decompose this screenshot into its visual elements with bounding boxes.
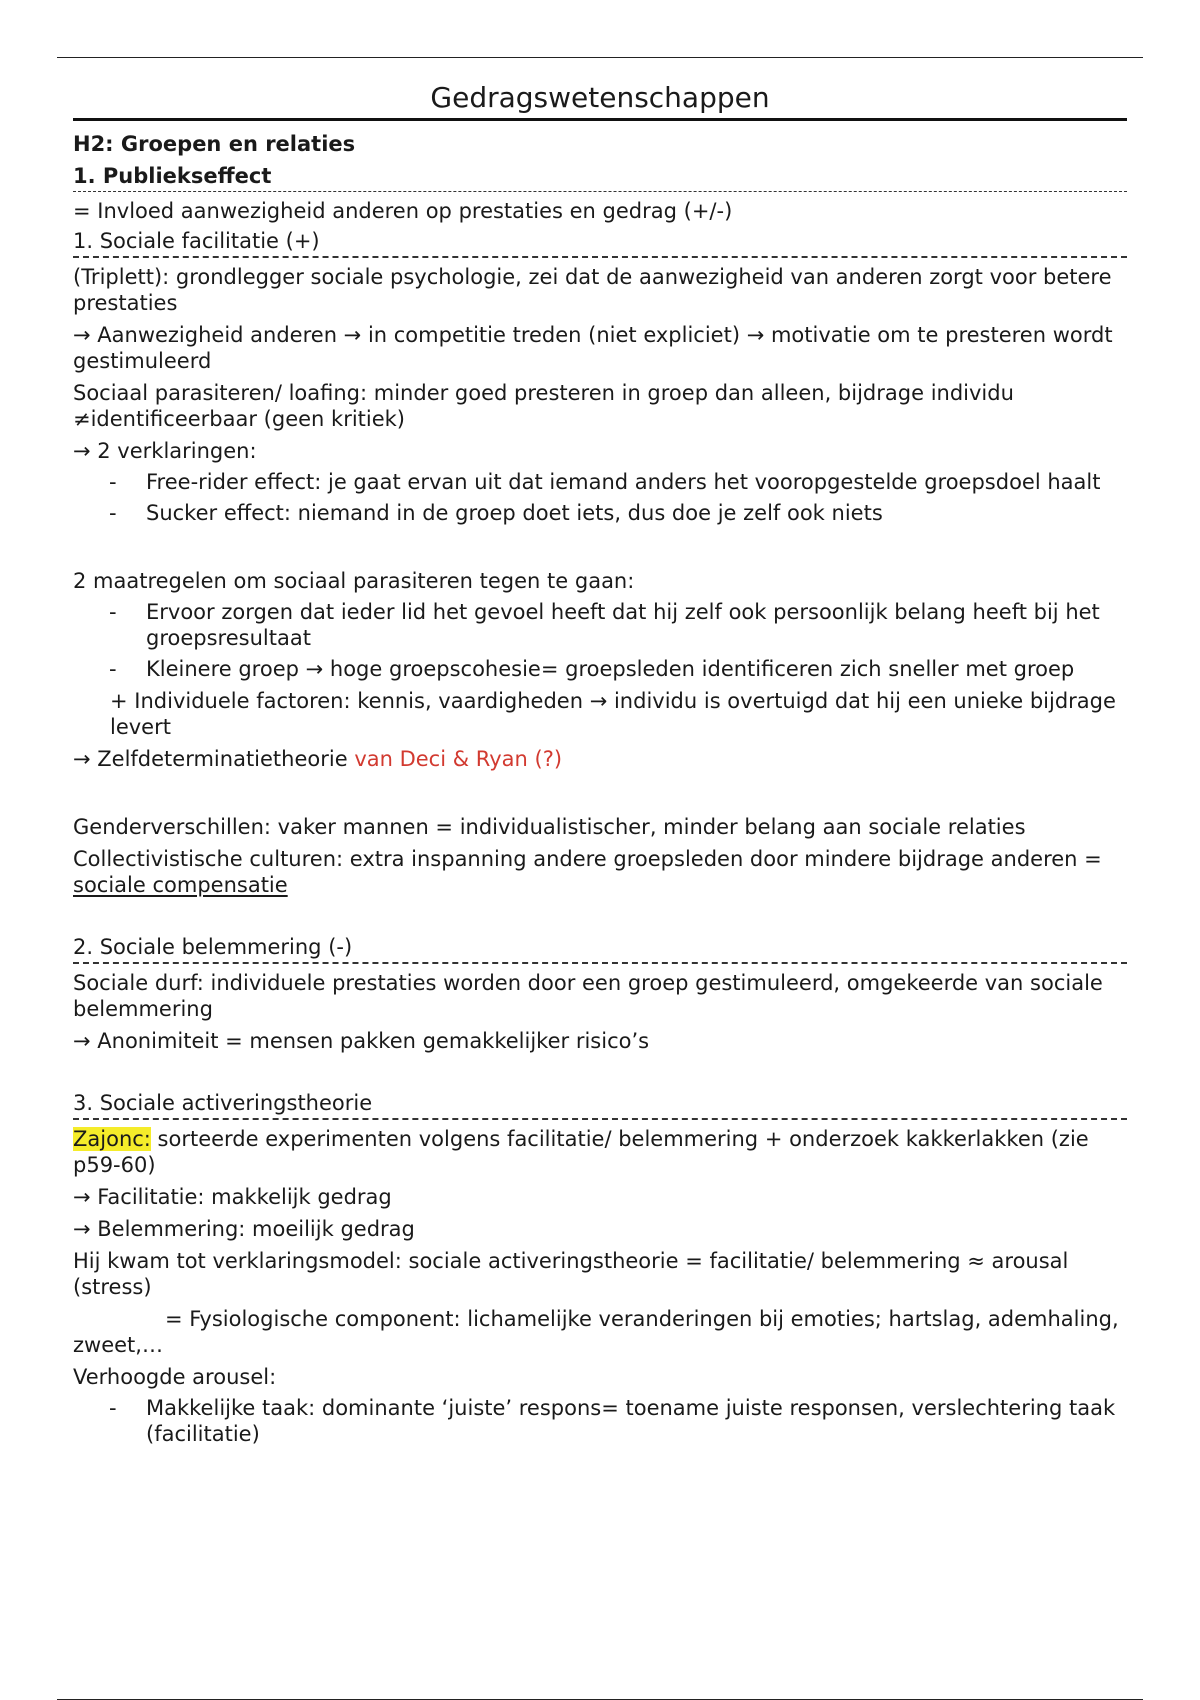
- list-item: - Ervoor zorgen dat ieder lid het gevoel heeft dat hij zelf ook persoonlijk belang heeft bij het groepsresultaat: [73, 599, 1127, 651]
- chapter-heading: H2: Groepen en relaties: [73, 132, 356, 156]
- paragraph: → Belemmering: moeilijk gedrag: [73, 1217, 415, 1241]
- paragraph-text: sorteerde experimenten volgens facilitatie/ belemmering + onderzoek kakkerlakken (zie p59-60): [73, 1127, 1089, 1177]
- top-rule: [57, 57, 1143, 58]
- paragraph-text: Collectivistische culturen: extra inspanning andere groepsleden door mindere bijdrage anderen =: [73, 847, 1102, 871]
- subsection-heading-row: [73, 934, 1127, 964]
- spacer: [73, 772, 1127, 808]
- red-annotation: van Deci & Ryan (?): [354, 747, 563, 771]
- paragraph-indented: = Fysiologische component: lichamelijke veranderingen bij emoties; hartslag, ademhaling, zweet,…: [73, 1307, 1119, 1357]
- paragraph-zelfdeterminatie: [73, 746, 1127, 772]
- highlighted-name: Zajonc:: [73, 1127, 151, 1151]
- subsection-heading-row: [73, 1090, 1127, 1120]
- paragraph: 2 maatregelen om sociaal parasiteren tegen te gaan:: [73, 569, 635, 593]
- explanations-list: [73, 469, 1127, 526]
- spacer: [73, 898, 1127, 934]
- underlined-term: sociale compensatie: [73, 873, 288, 897]
- section-heading-publiekseffect: 1. Publiekseffect: [73, 163, 1127, 192]
- subsection-heading-activering: 3. Sociale activeringstheorie: [73, 1091, 373, 1115]
- page-content: [73, 80, 1127, 1447]
- paragraph: Sociaal parasiteren/ loafing: minder goed presteren in groep dan alleen, bijdrage individu ≠identificeerbaar (geen kritiek): [73, 381, 1014, 431]
- paragraph: → Aanwezigheid anderen → in competitie treden (niet expliciet) → motivatie om te presteren wordt gestimuleerd: [73, 323, 1113, 373]
- paragraph-collectivistisch: [73, 846, 1127, 898]
- plus-note: + Individuele factoren: kennis, vaardigheden → individu is overtuigd dat hij een unieke bijdrage levert: [110, 689, 1116, 739]
- page-title: Gedragswetenschappen: [73, 80, 1127, 121]
- spacer: [73, 1054, 1127, 1090]
- subsection-heading-belemmering: 2. Sociale belemmering (-): [73, 935, 353, 959]
- paragraph-text: → Zelfdeterminatietheorie: [73, 747, 355, 771]
- paragraph: Genderverschillen: vaker mannen = individualistischer, minder belang aan sociale relaties: [73, 815, 1026, 839]
- definition-text: = Invloed aanwezigheid anderen op prestaties en gedrag (+/-): [73, 199, 733, 223]
- spacer: [73, 526, 1127, 562]
- paragraph: Sociale durf: individuele prestaties worden door een groep gestimuleerd, omgekeerde van sociale belemmering: [73, 971, 1103, 1021]
- list-item: - Makkelijke taak: dominante ‘juiste’ respons= toename juiste responsen, verslechtering taak (facilitatie): [73, 1395, 1127, 1447]
- list-item: - Kleinere groep → hoge groepscohesie= groepsleden identificeren zich sneller met groep: [73, 656, 1127, 682]
- paragraph: → Facilitatie: makkelijk gedrag: [73, 1185, 392, 1209]
- subsection-heading-row: [73, 228, 1127, 258]
- paragraph-zajonc: [73, 1126, 1127, 1178]
- subsection-heading-facilitatie: 1. Sociale facilitatie (+): [73, 229, 320, 253]
- list-item: - Sucker effect: niemand in de groep doet iets, dus doe je zelf ook niets: [73, 500, 1127, 526]
- paragraph: → 2 verklaringen:: [73, 439, 257, 463]
- paragraph: (Triplett): grondlegger sociale psychologie, zei dat de aanwezigheid van anderen zorgt voor betere prestaties: [73, 265, 1112, 315]
- paragraph: → Anonimiteit = mensen pakken gemakkelijker risico’s: [73, 1029, 650, 1053]
- list-item: - Free-rider effect: je gaat ervan uit dat iemand anders het vooropgestelde groepsdoel haalt: [73, 469, 1127, 495]
- paragraph: Hij kwam tot verklaringsmodel: sociale activeringstheorie = facilitatie/ belemmering ≈ arousal (stress): [73, 1249, 1069, 1299]
- arousal-list: [73, 1395, 1127, 1447]
- measures-list: [73, 599, 1127, 682]
- paragraph: Verhoogde arousel:: [73, 1365, 277, 1389]
